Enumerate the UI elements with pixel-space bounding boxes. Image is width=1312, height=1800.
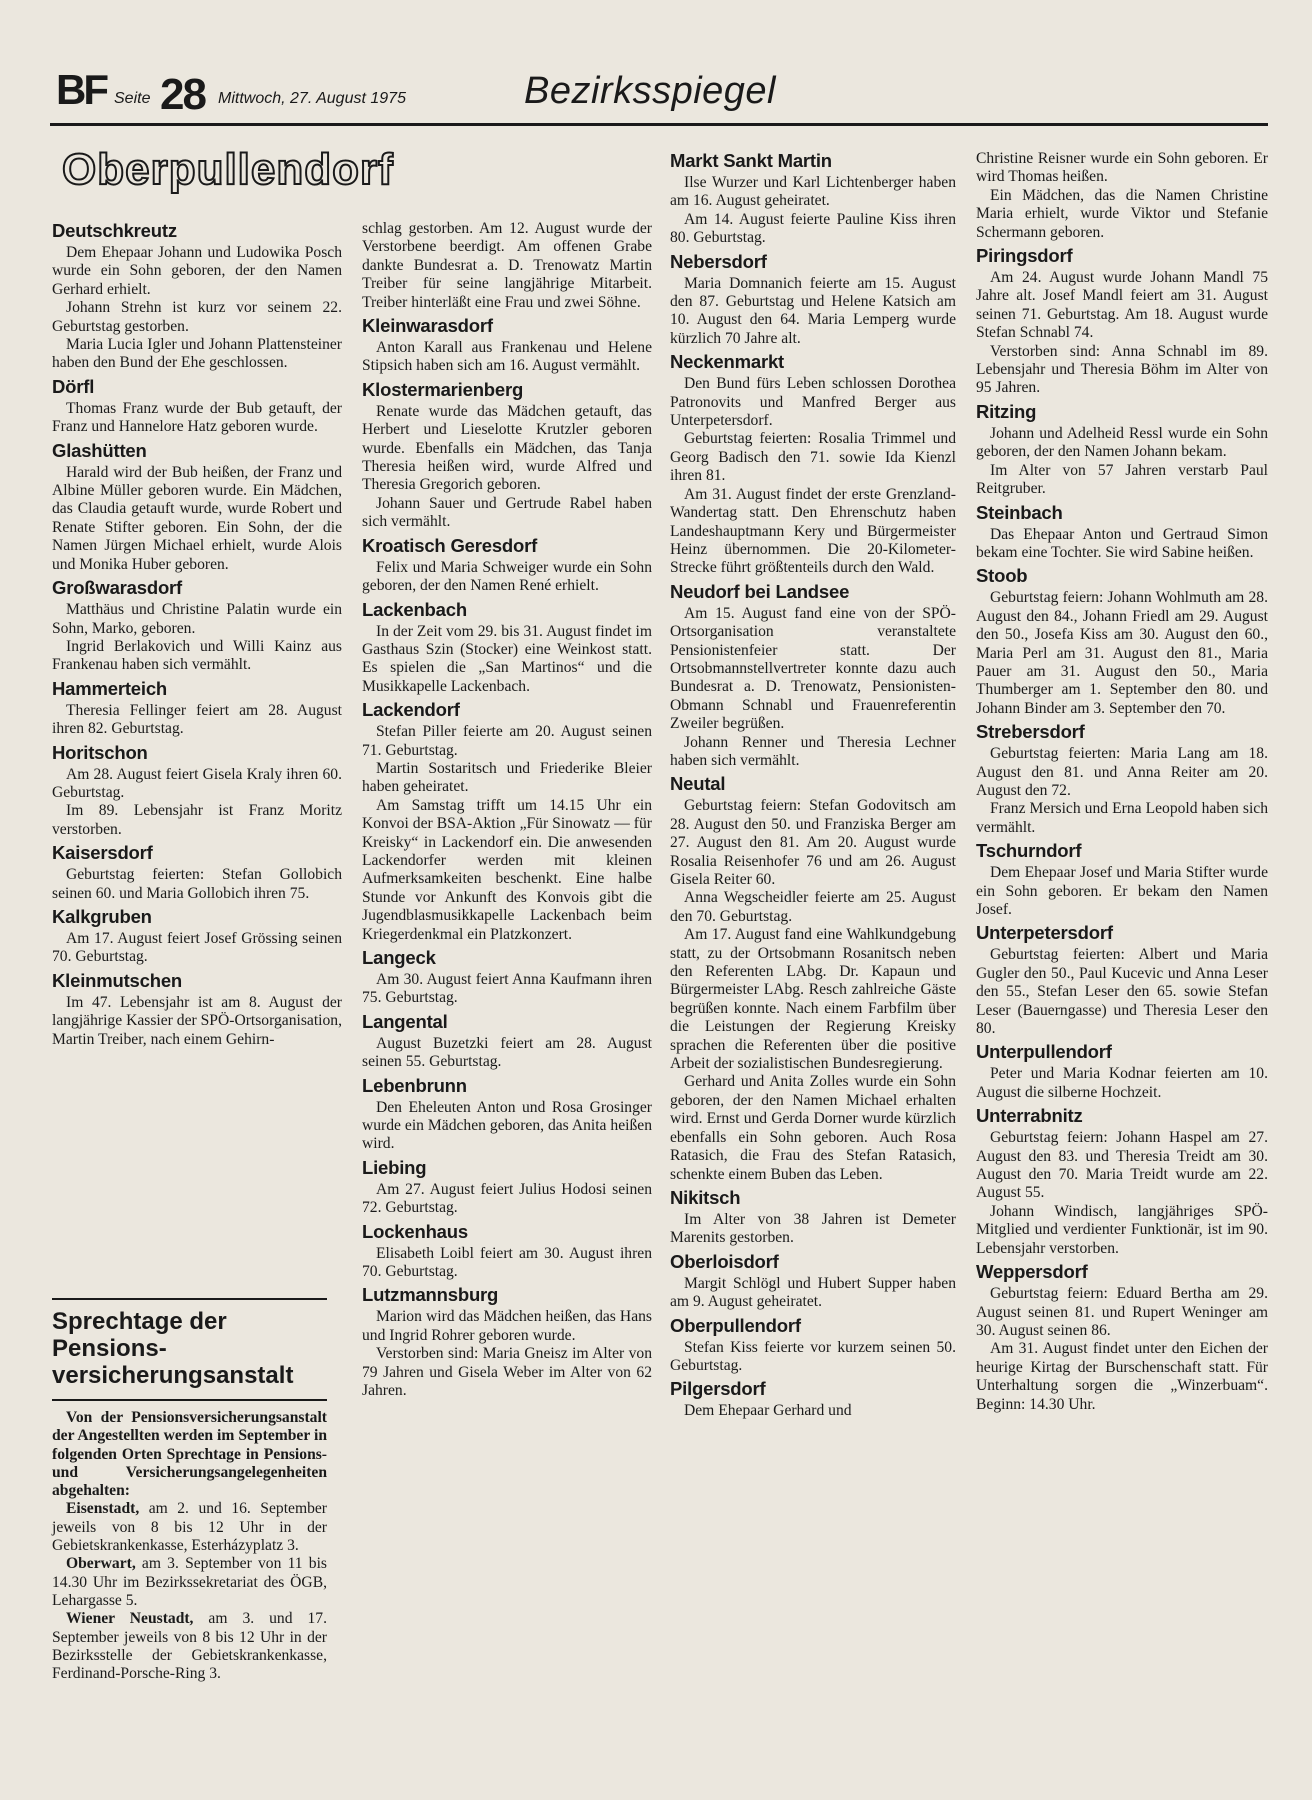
article-paragraph: Verstorben sind: Maria Gneisz im Alter von 79 Jahren und Gisela Weber im Alter von 62 Jahren. [362, 1345, 652, 1400]
article-paragraph: Franz Mersich und Erna Leopold haben sich vermählt. [976, 800, 1268, 836]
article-paragraph: Am 15. August fand eine von der SPÖ-Ortsorganisation veranstaltete Pensionistenfeier statt. Der Ortsobmannstellvertreter konnte dazu auch Bundesrat a. D. Trenowatz, Pensionisten-Obmann Schnabl und Frauenreferentin Zweiler begrüßen. [670, 604, 956, 733]
pension-notice-details: am 3. September von 11 bis 14.30 Uhr im Bezirkssekretariat des ÖGB, Lehargasse 5. [52, 1555, 327, 1609]
issue-date: Mittwoch, 27. August 1975 [218, 90, 406, 107]
article-heading: Glashütten [52, 439, 147, 461]
article-heading: Kroatisch Geresdorf [362, 534, 538, 556]
article-paragraph: Stefan Kiss feierte vor kurzem seinen 50. Geburtstag. [670, 1338, 956, 1374]
article-heading: Strebersdorf [976, 721, 1085, 743]
article-paragraph: Elisabeth Loibl feiert am 30. August ihren 70. Geburtstag. [362, 1244, 652, 1281]
article-paragraph: Ilse Wurzer und Karl Lichtenberger haben am 16. August geheiratet. [670, 174, 956, 210]
article-heading: Unterpullendorf [976, 1041, 1112, 1063]
pension-notice-details: am 2. und 16. September jeweils von 8 bis 12 Uhr in der Gebietskrankenkasse, Esterházyplatz 3. [52, 1500, 327, 1555]
article-heading: Lockenhaus [362, 1220, 468, 1242]
article-heading: Dörfl [52, 375, 95, 397]
paper-logo: BF [56, 66, 106, 113]
article-paragraph: Am 30. August feiert Anna Kaufmann ihren 75. Geburtstag. [362, 971, 652, 1007]
article-heading: Unterpetersdorf [976, 922, 1113, 944]
pension-notice-item [52, 1555, 327, 1610]
article-paragraph: Geburtstag feiern: Eduard Bertha am 29. August seinen 81. und Rupert Weninger am 30. August seinen 86. [976, 1285, 1268, 1339]
column-3 [670, 150, 956, 1421]
article-heading: Langeck [362, 947, 436, 968]
article-paragraph: Felix und Maria Schweiger wurde ein Sohn geboren, der den Namen René erhielt. [362, 558, 652, 595]
article-paragraph: Im Alter von 57 Jahren verstarb Paul Reitgruber. [976, 461, 1268, 498]
article-paragraph: Geburtstag feiern: Johann Wohlmuth am 28. August den 84., Johann Friedl am 29. August den 50., Josefa Kiss am 30. August den 60., Maria Perl am 31. August den 81., Maria Pauer am 31. August den 50., Maria Thumberger am 1. September den 80. und Johann Binder am 3. September den 70. [976, 589, 1268, 717]
article-paragraph: Marion wird das Mädchen heißen, das Hans und Ingrid Rohrer geboren wurde. [362, 1308, 652, 1344]
article-paragraph: Martin Sostaritsch und Friederike Bleier haben geheiratet. [362, 759, 652, 796]
column-2 [362, 220, 652, 1401]
article-paragraph: Das Ehepaar Anton und Gertraud Simon bekam eine Tochter. Sie wird Sabine heißen. [976, 525, 1268, 561]
article-paragraph: Am 31. August findet unter den Eichen der heurige Kirtag der Burschenschaft statt. Für Unterhaltung sorgen die „Winzerbuam“. Beginn: 14.30 Uhr. [976, 1340, 1268, 1413]
pension-notice-item [52, 1500, 327, 1555]
article-paragraph: Am 24. August wurde Johann Mandl 75 Jahre alt. Josef Mandl feiert am 31. August seinen 71. Geburtstag. Am 18. August wurde Stefan Schnabl 74. [976, 269, 1268, 342]
article-paragraph: August Buzetzki feiert am 28. August seinen 55. Geburtstag. [362, 1034, 652, 1071]
article-paragraph: Geburtstag feiern: Johann Haspel am 27. August den 83. und Theresia Treidt am 30. August den 70. Maria Treidt wurde am 22. August 55. [976, 1129, 1268, 1202]
article-paragraph: Geburtstag feiern: Stefan Godovitsch am 28. August den 50. und Franziska Berger am 27. August den 81. Am 20. August wurde Rosalia Reisenhofer 76 und am 26. August Gisela Reiter 60. [670, 797, 956, 888]
article-heading: Steinbach [976, 501, 1063, 523]
pension-notice-title: Sprechtage der Pensions-versicherungsanstalt [52, 1308, 294, 1389]
article-paragraph: Maria Domnanich feierte am 15. August den 87. Geburtstag und Helene Katsich am 10. August den 64. Maria Lemperg wurde kürzlich 70 Jahre alt. [670, 274, 956, 347]
article-paragraph: Johann und Adelheid Ressl wurde ein Sohn geboren, der den Namen Johann bekam. [976, 424, 1268, 461]
article-paragraph: Johann Sauer und Gertrude Rabel haben sich vermählt. [362, 494, 652, 531]
article-paragraph: Geburtstag feierten: Stefan Gollobich seinen 60. und Maria Gollobich ihren 75. [52, 866, 342, 902]
article-heading: Oberloisdorf [670, 1250, 779, 1272]
article-heading: Tschurndorf [976, 840, 1082, 862]
article-heading: Weppersdorf [976, 1261, 1088, 1283]
article-paragraph: Geburtstag feierten: Albert und Maria Gugler den 50., Paul Kucevic und Anna Leser den 55., Stefan Leser den 65. sowie Stefan Leser (Bauerngasse) und Theresia Leser den 80. [976, 946, 1268, 1038]
article-heading: Nebersdorf [670, 250, 767, 272]
article-paragraph: Dem Ehepaar Johann und Ludowika Posch wurde ein Sohn geboren, der den Namen Gerhard erhielt. [52, 244, 342, 298]
article-paragraph: Am Samstag trifft um 14.15 Uhr ein Konvoi der BSA-Aktion „Für Sinowatz — für Kreisky“ in Lackendorf ein. Die anwesenden Lackendorfer werden mit kleinen Aufmerksamkeiten beschenkt. Eine halbe Stunde vor Ankunft des Konvois gibt die Jugendblasmusikkapelle Lackenbach beim Kriegerdenkmal ein Platzkonzert. [362, 796, 652, 943]
article-heading: Stoob [976, 565, 1028, 587]
page-label: Seite [114, 90, 151, 107]
article-heading: Deutschkreutz [52, 220, 177, 241]
article-paragraph: Den Eheleuten Anton und Rosa Grosinger wurde ein Mädchen geboren, das Anita heißen wird. [362, 1098, 652, 1153]
article-paragraph: Johann Renner und Theresia Lechner haben sich vermählt. [670, 733, 956, 769]
article-paragraph: Theresia Fellinger feiert am 28. August ihren 82. Geburtstag. [52, 701, 342, 738]
article-paragraph: Stefan Piller feierte am 20. August seinen 71. Geburtstag. [362, 723, 652, 759]
pension-notice-rule [52, 1399, 327, 1401]
article-heading: Markt Sankt Martin [670, 150, 832, 171]
article-paragraph: In der Zeit vom 29. bis 31. August findet im Gasthaus Szin (Stocker) eine Weinkost statt. Es spielen die „San Martinos“ und die Musikkapelle Lackenbach. [362, 622, 652, 695]
masthead-rule [50, 123, 1268, 126]
article-heading: Großwarasdorf [52, 577, 183, 599]
article-heading: Lackendorf [362, 699, 460, 721]
article-heading: Horitschon [52, 741, 148, 763]
article-paragraph: Anton Karall aus Frankenau und Helene Stipsich haben sich am 16. August vermählt. [362, 339, 652, 375]
article-heading: Langental [362, 1010, 448, 1032]
article-paragraph: Am 28. August feiert Gisela Kraly ihren 60. Geburtstag. [52, 765, 342, 801]
article-paragraph: Ingrid Berlakovich und Willi Kainz aus Frankenau haben sich vermählt. [52, 637, 342, 674]
article-heading: Kleinmutschen [52, 969, 183, 991]
article-heading: Kaisersdorf [52, 842, 153, 864]
article-paragraph: Am 17. August fand eine Wahlkundgebung statt, zu der Ortsobmann Rosanitsch neben den Referenten LAbg. Dr. Kapaun und Bürgermeister LAbg. Resch zahlreiche Gäste begrüßen konnte. Nach einem Farbfilm über die Leistungen der Regierung Kreisky sprachen die Referenten über die positive Arbeit der sozialistischen Bundesregierung. [670, 926, 956, 1073]
pension-notice-place: Oberwart, [66, 1555, 136, 1573]
article-paragraph: Verstorben sind: Anna Schnabl im 89. Lebensjahr und Theresia Böhm im Alter von 95 Jahren. [976, 342, 1268, 397]
masthead [50, 66, 1268, 126]
article-paragraph: Dem Ehepaar Gerhard und [684, 1402, 852, 1420]
article-paragraph: Im 47. Lebensjahr ist am 8. August der langjährige Kassier der SPÖ-Ortsorganisation, Martin Treiber, nach einem Gehirn- [52, 993, 342, 1048]
article-paragraph: Am 31. August findet der erste Grenzland-Wandertag statt. Den Ehrenschutz haben Landeshauptmann Kery und Bürgermeister Heinz übernommen. Die 20-Kilometer-Strecke führt größtenteils durch den Wald. [670, 485, 956, 577]
article-heading: Ritzing [976, 400, 1037, 422]
pension-notice-place: Wiener Neustadt, [66, 1610, 194, 1628]
article-heading: Neutal [670, 773, 726, 795]
article-heading: Pilgersdorf [670, 1378, 766, 1400]
article-heading: Klostermarienberg [362, 378, 524, 400]
pension-notice-details: am 3. und 17. September jeweils von 8 bis 12 Uhr in der Bezirksstelle der Gebietskrankenkasse, Ferdinand-Porsche-Ring 3. [52, 1610, 327, 1683]
article-heading: Liebing [362, 1156, 427, 1178]
article-heading: Unterrabnitz [976, 1105, 1083, 1127]
article-paragraph: Gerhard und Anita Zolles wurde ein Sohn geboren, der den Namen Michael erhalten wird. Ernst und Gerda Dorner wurde kürzlich ebenfalls ein Sohn geboren. Auch Rosa Ratasich, die Frau des Stefan Ratasich, schenkte einem Buben das Leben. [670, 1073, 956, 1183]
article-heading: Nikitsch [670, 1186, 741, 1208]
article-paragraph: Matthäus und Christine Palatin wurde ein Sohn, Marko, geboren. [52, 601, 342, 637]
pension-notice-body [52, 1409, 327, 1683]
article-paragraph: Johann Windisch, langjähriges SPÖ-Mitglied und verdienter Funktionär, ist im 90. Lebensjahr verstorben. [976, 1202, 1268, 1257]
pension-notice-box [52, 1298, 327, 1683]
page-number: 28 [160, 70, 205, 119]
article-paragraph: Im Alter von 38 Jahren ist Demeter Marenits gestorben. [670, 1210, 956, 1247]
article-paragraph: Am 14. August feierte Pauline Kiss ihren 80. Geburtstag. [670, 210, 956, 247]
article-paragraph: Harald wird der Bub heißen, der Franz und Albine Müller geboren wurde. Ein Mädchen, das Claudia getauft wurde, wurde Robert und Renate Stifter geboren. Ein Sohn, der die Namen Jürgen Michael erhielt, wurde Alois und Monika Huber geboren. [52, 463, 342, 573]
article-paragraph: Geburtstag feierten: Rosalia Trimmel und Georg Badisch den 71. sowie Ida Kienzl ihren 81. [670, 430, 956, 485]
article-paragraph: Anna Wegscheidler feierte am 25. August den 70. Geburtstag. [670, 889, 956, 925]
article-paragraph: schlag gestorben. Am 12. August wurde der Verstorbene beerdigt. Am offenen Grabe dankte Bundesrat a. D. Trenowatz Martin Treiber für seine langjährige Mitarbeit. Treiber hinterläßt eine Frau und zwei Söhne. [362, 220, 652, 311]
column-4 [976, 150, 1268, 1414]
article-paragraph: Maria Lucia Igler und Johann Plattensteiner haben den Bund der Ehe geschlossen. [52, 336, 342, 372]
district-banner: Oberpullendorf [62, 145, 394, 194]
article-paragraph: Johann Strehn ist kurz vor seinem 22. Geburtstag gestorben. [52, 299, 342, 335]
article-heading: Neckenmarkt [670, 351, 785, 373]
article-heading: Neudorf bei Landsee [670, 580, 850, 602]
article-heading: Kleinwarasdorf [362, 315, 493, 337]
article-paragraph: Ein Mädchen, das die Namen Christine Maria erhielt, wurde Viktor und Stefanie Schermann geboren. [976, 186, 1268, 241]
article-heading: Lackenbach [362, 598, 467, 620]
section-title: Bezirksspiegel [524, 70, 776, 112]
article-paragraph: Geburtstag feierten: Maria Lang am 18. August den 81. und Anna Reiter am 20. August den 72. [976, 745, 1268, 799]
article-heading: Lebenbrunn [362, 1074, 467, 1096]
article-heading: Kalkgruben [52, 905, 152, 927]
article-paragraph: Margit Schlögl und Hubert Supper haben am 9. August geheiratet. [670, 1274, 956, 1311]
column-1 [52, 220, 342, 1049]
article-heading: Piringsdorf [976, 245, 1073, 267]
article-heading: Lutzmannsburg [362, 1284, 499, 1306]
article-paragraph: Thomas Franz wurde der Bub getauft, der Franz und Hannelore Hatz geboren wurde. [52, 399, 342, 436]
article-paragraph: Im 89. Lebensjahr ist Franz Moritz verstorben. [52, 802, 342, 838]
article-paragraph: Renate wurde das Mädchen getauft, das Herbert und Lieselotte Krutzler geboren wurde. Ebenfalls ein Mädchen, das Tanja Theresia heißen wird, wurde Alfred und Theresia Gregorich geboren. [362, 402, 652, 494]
article-paragraph: Christine Reisner wurde ein Sohn geboren. Er wird Thomas heißen. [976, 150, 1268, 186]
article-paragraph: Am 17. August feiert Josef Grössing seinen 70. Geburtstag. [52, 929, 342, 966]
article-paragraph: Den Bund fürs Leben schlossen Dorothea Patronovits und Manfred Berger aus Unterpetersdorf. [670, 375, 956, 430]
article-heading: Oberpullendorf [670, 1314, 801, 1336]
pension-notice-place: Eisenstadt, [66, 1500, 140, 1518]
pension-notice-intro: Von der Pensionsversicherungsanstalt der Angestellten werden im September in folgenden Orten Sprechtage in Pensions- und Versicherungsangelegenheiten abgehalten: [52, 1409, 327, 1500]
article-paragraph: Am 27. August feiert Julius Hodosi seinen 72. Geburtstag. [362, 1180, 652, 1217]
article-paragraph: Peter und Maria Kodnar feierten am 10. August die silberne Hochzeit. [976, 1065, 1268, 1101]
article-heading: Hammerteich [52, 677, 168, 699]
pension-notice-item [52, 1610, 327, 1683]
article-paragraph: Dem Ehepaar Josef und Maria Stifter wurde ein Sohn geboren. Er bekam den Namen Josef. [976, 864, 1268, 918]
